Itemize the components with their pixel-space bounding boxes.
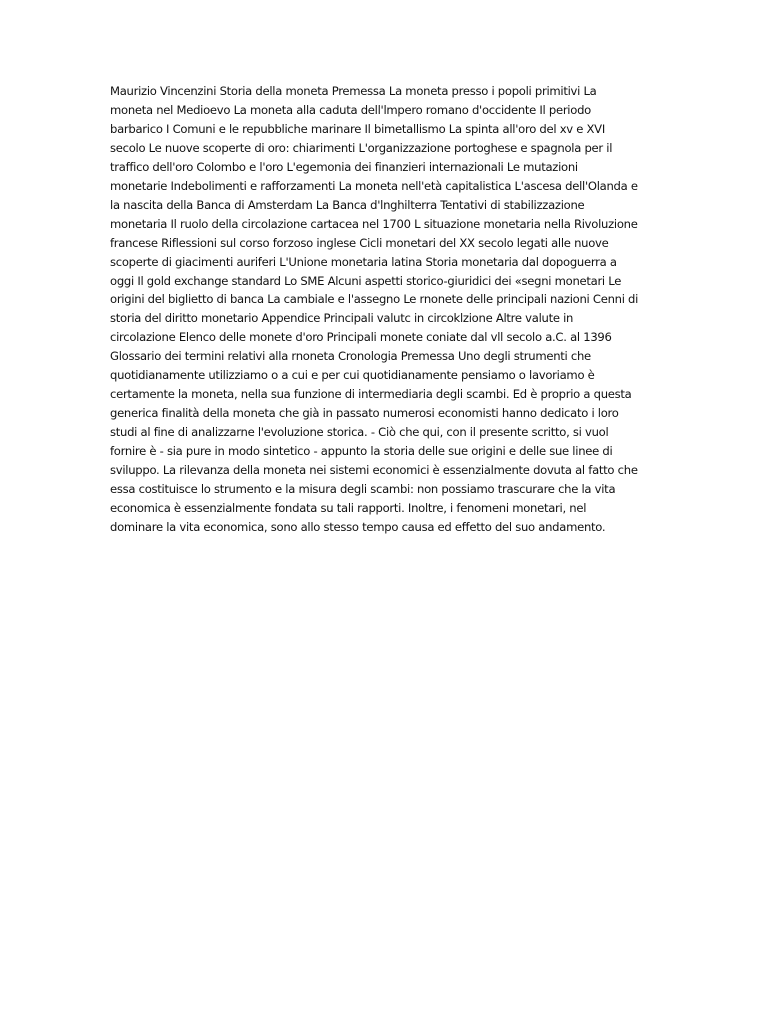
text-line-15: Glossario dei termini relativi alla rnoneta Cronologia Premessa Uno degli strumenti che	[110, 349, 591, 364]
text-line-22: essa costituisce lo strumento e la misura degli scambi: non possiamo trascurare che la vita	[110, 482, 616, 497]
text-line-2: moneta nel Medioevo La moneta alla caduta dell'lmpero romano d'occidente Il periodo	[110, 102, 591, 117]
text-line-24: dominare la vita economica, sono allo stesso tempo causa ed effetto del suo andamento.	[110, 519, 606, 534]
text-line-4: secolo Le nuove scoperte di oro: chiarimenti L'organizzazione portoghese e spagnola per il	[110, 140, 613, 155]
text-line-11: oggi Il gold exchange standard Lo SME Alcuni aspetti storico-giuridici dei «segni monetari Le	[110, 273, 622, 288]
text-line-7: la nascita della Banca di Amsterdam La Banca d'lnghilterra Tentativi di stabilizzazione	[110, 197, 585, 212]
text-line-13: storia del diritto monetario Appendice Principali valutc in circoklzione Altre valute in	[110, 311, 574, 326]
text-line-18: generica finalità della moneta che già in passato numerosi economisti hanno dedicato i loro	[110, 406, 619, 421]
text-line-6: monetarie Indebolimenti e rafforzamenti La moneta nell'età capitalistica L'ascesa dell'Olanda e	[110, 178, 638, 193]
text-line-17: certamente la moneta, nella sua funzione di intermediaria degli scambi. Ed è proprio a questa	[110, 387, 632, 402]
text-line-8: monetaria Il ruolo della circolazione cartacea nel 1700 L situazione monetaria nella Rivoluzione	[110, 216, 638, 231]
text-line-23: economica è essenzialmente fondata su tali rapporti. Inoltre, i fenomeni monetari, nel	[110, 500, 587, 515]
text-line-19: studi al fine di analizzarne l'evoluzione storica. - Ciò che qui, con il presente scritto, si vuol	[110, 425, 609, 440]
body-text	[110, 82, 662, 537]
text-line-20: fornire è - sia pure in modo sintetico - appunto la storia delle sue origini e delle sue linee di	[110, 444, 613, 459]
text-line-9: francese Riflessioni sul corso forzoso inglese Cicli monetari del XX secolo legati alle nuove	[110, 235, 609, 250]
text-line-5: traffico dell'oro Colombo e l'oro L'egemonia dei finanzieri internazionali Le mutazioni	[110, 159, 578, 174]
text-line-14: circolazione Elenco delle monete d'oro Principali monete coniate dal vll secolo a.C. al 1396	[110, 330, 612, 345]
text-line-3: barbarico I Comuni e le repubbliche marinare Il bimetallismo La spinta all'oro del xv e XVI	[110, 121, 605, 136]
text-line-1: Maurizio Vincenzini Storia della moneta Premessa La moneta presso i popoli primitivi La	[110, 84, 597, 98]
text-line-12: origini del biglietto di banca La cambiale e l'assegno Le rnonete delle principali nazioni Cenni di	[110, 292, 639, 307]
text-line-16: quotidianamente utilizziamo o a cui e per cui quotidianamente pensiamo o lavoriamo è	[110, 368, 595, 383]
text-line-21: sviluppo. La rilevanza della moneta nei sistemi economici è essenzialmente dovuta al fatto che	[110, 463, 638, 478]
text-line-10: scoperte di giacimenti auriferi L'Unione monetaria latina Storia monetaria dal dopoguerra a	[110, 254, 617, 269]
